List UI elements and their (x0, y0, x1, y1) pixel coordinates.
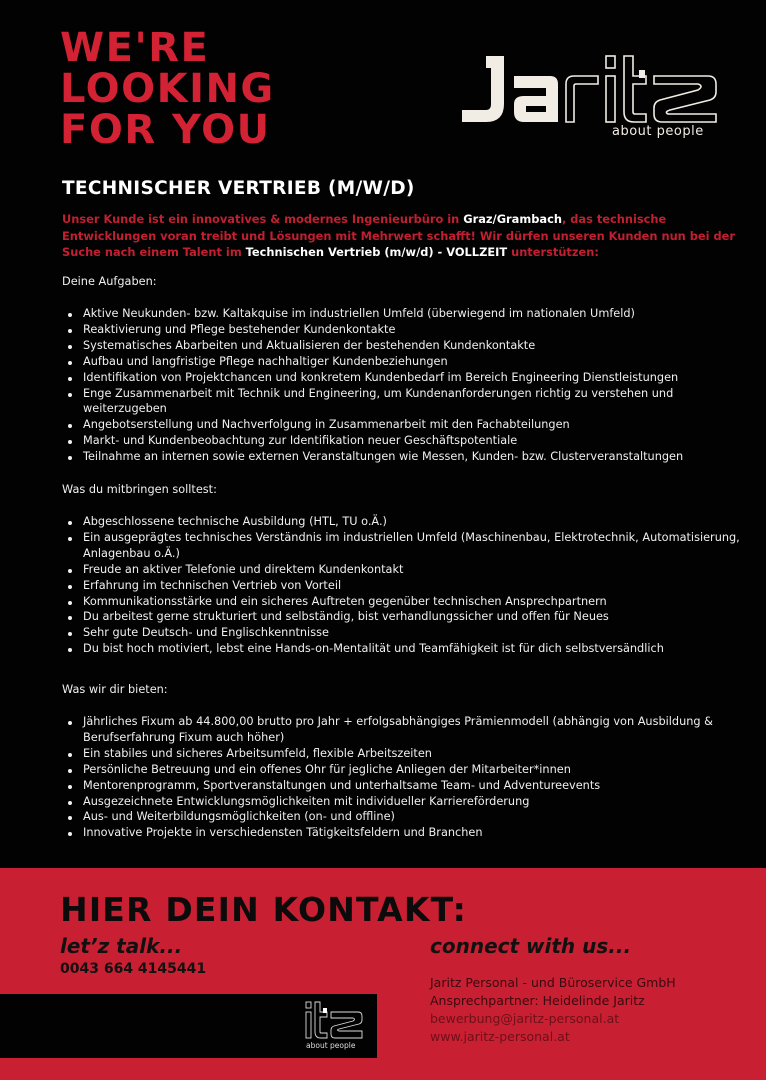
headline-line: LOOKING (60, 66, 275, 112)
list-item: Du arbeitest gerne strukturiert und selbständig, bist verhandlungssicher und offen für Neues (62, 609, 752, 625)
section-label: Was wir dir bieten: (62, 683, 168, 696)
intro-text: Unser Kunde ist ein innovatives & modernes Ingenieurbüro in (62, 212, 464, 226)
list-item: Jährliches Fixum ab 44.800,00 brutto pro Jahr + erfolgsabhängiges Prämienmodell (abhängig von Ausbildung & Berufserfahrung Fixum auch höher) (62, 714, 752, 746)
tasks-section (62, 274, 752, 465)
logo-letter-z (654, 76, 716, 122)
section-label: Deine Aufgaben: (62, 275, 157, 288)
list-item: Enge Zusammenarbeit mit Technik und Engineering, um Kundenanforderungen richtig zu verstehen und weiterzugeben (62, 386, 752, 418)
email-link[interactable]: bewerbung@jaritz-personal.at (430, 1011, 620, 1026)
logo-letter-r (566, 76, 598, 122)
headline-line: WE'RE (60, 25, 210, 71)
requirements-list (62, 514, 752, 657)
logo-letter-a (514, 76, 558, 122)
lets-talk-heading: let’z talk... (60, 934, 183, 958)
intro-text: , das technische Entwicklungen voran treibt und Lösungen mit Mehrwert schafft! Wir dürfen unseren Kunden nun bei der Suche nach einem Talent im (62, 212, 735, 259)
logo-letter-i-dot (606, 56, 615, 68)
job-intro (62, 211, 752, 261)
company-details (430, 974, 676, 1046)
list-item: Erfahrung im technischen Vertrieb von Vorteil (62, 578, 752, 594)
section-label: Was du mitbringen solltest: (62, 483, 217, 496)
logo-accent-square (639, 70, 645, 78)
headline (60, 25, 275, 153)
list-item: Aufbau und langfristige Pflege nachhaltiger Kundenbeziehungen (62, 354, 752, 370)
offer-list (62, 714, 752, 841)
list-item: Systematisches Abarbeiten und Aktualisieren der bestehenden Kundenkontakte (62, 338, 752, 354)
list-item: Identifikation von Projektchancen und konkretem Kundenbedarf im Bereich Engineering Dienstleistungen (62, 370, 752, 386)
list-item: Freude an aktiver Telefonie und direktem Kundenkontakt (62, 562, 752, 578)
logo-tagline: about people (612, 124, 704, 139)
list-item: Aktive Neukunden- bzw. Kaltakquise im industriellen Umfeld (überwiegend im nationalen Umfeld) (62, 306, 752, 322)
intro-text: unterstützen: (507, 245, 599, 259)
phone-number[interactable]: 0043 664 4145441 (60, 961, 207, 977)
offer-section (62, 682, 752, 841)
connect-heading: connect with us... (430, 934, 632, 958)
list-item: Du bist hoch motiviert, lebst eine Hands-on-Mentalität und Teamfähigkeit ist für dich selbstversändlich (62, 641, 752, 657)
logo-letter-j (462, 56, 504, 122)
logo-letter-t (624, 56, 646, 122)
list-item: Ausgezeichnete Entwicklungsmöglichkeiten mit individueller Karriereförderung (62, 794, 752, 810)
contact-panel (0, 868, 766, 1080)
logo-letter-i (606, 76, 615, 122)
list-item: Aus- und Weiterbildungsmöglichkeiten (on- und offline) (62, 809, 752, 825)
list-item: Ein stabiles und sicheres Arbeitsumfeld, flexible Arbeitszeiten (62, 746, 752, 762)
contact-person: Ansprechpartner: Heidelinde Jaritz (430, 993, 645, 1008)
tasks-list (62, 306, 752, 465)
jaritz-mini-logo (304, 1000, 364, 1040)
list-item: Sehr gute Deutsch- und Englischkenntnisse (62, 625, 752, 641)
logo-bar (0, 994, 377, 1058)
job-title: TECHNISCHER VERTRIEB (M/W/D) (62, 178, 415, 199)
website-link[interactable]: www.jaritz-personal.at (430, 1029, 570, 1044)
list-item: Mentorenprogramm, Sportveranstaltungen und unterhaltsame Team- und Adventureevents (62, 778, 752, 794)
list-item: Kommunikationsstärke und ein sicheres Auftreten gegenüber technischen Ansprechpartnern (62, 594, 752, 610)
list-item: Angebotserstellung und Nachverfolgung in Zusammenarbeit mit den Fachabteilungen (62, 417, 752, 433)
list-item: Ein ausgeprägtes technisches Verständnis im industriellen Umfeld (Maschinenbau, Elektrotechnik, Automatisierung, Anlagenbau o.Ä.) (62, 530, 752, 562)
contact-title: HIER DEIN KONTAKT: (60, 890, 467, 929)
intro-location: Graz/Grambach (463, 212, 562, 226)
headline-line: FOR YOU (60, 107, 271, 153)
list-item: Markt- und Kundenbeobachtung zur Identifikation neuer Geschäftspotentiale (62, 433, 752, 449)
company-name: Jaritz Personal - und Büroservice GmbH (430, 975, 676, 990)
list-item: Reaktivierung und Pflege bestehender Kundenkontakte (62, 322, 752, 338)
requirements-section (62, 482, 752, 657)
intro-position: Technischen Vertrieb (m/w/d) - VOLLZEIT (245, 245, 508, 259)
list-item: Teilnahme an internen sowie externen Veranstaltungen wie Messen, Kunden- bzw. Clusterveranstaltungen (62, 449, 752, 465)
list-item: Persönliche Betreuung und ein offenes Ohr für jegliche Anliegen der Mitarbeiter*innen (62, 762, 752, 778)
list-item: Abgeschlossene technische Ausbildung (HTL, TU o.Ä.) (62, 514, 752, 530)
list-item: Innovative Projekte in verschiedensten Tätigkeitsfeldern und Branchen (62, 825, 752, 841)
mini-logo-tagline: about people (306, 1041, 356, 1050)
